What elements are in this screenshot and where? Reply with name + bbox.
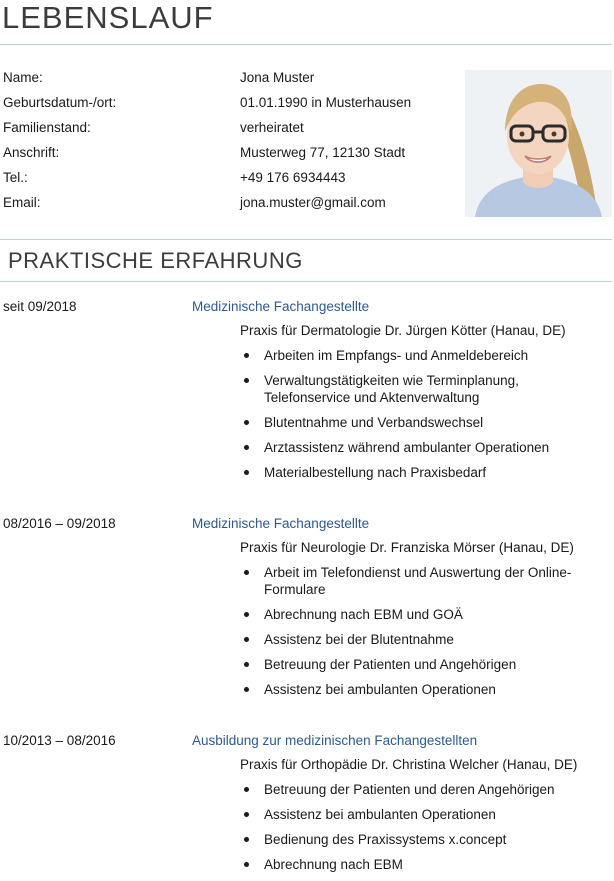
info-row-phone xyxy=(3,170,453,190)
profile-photo xyxy=(465,70,612,217)
section-title: PRAKTISCHE ERFAHRUNG xyxy=(8,248,303,273)
job-date: 10/2013 – 08/2016 xyxy=(3,733,116,748)
info-row-address xyxy=(3,145,453,165)
info-value: +49 176 6934443 xyxy=(240,170,346,185)
info-value: 01.01.1990 in Musterhausen xyxy=(240,95,412,110)
info-label: Email: xyxy=(3,195,41,210)
job-date: 08/2016 – 09/2018 xyxy=(3,516,116,531)
job-title: Medizinische Fachangestellte xyxy=(192,516,370,531)
info-value: jona.muster@gmail.com xyxy=(240,195,386,210)
bullet-item: Arbeiten im Empfangs- und Anmeldebereich xyxy=(244,347,584,364)
portrait-illustration xyxy=(465,70,612,217)
divider xyxy=(0,239,612,240)
info-label: Tel.: xyxy=(3,170,28,185)
bullet-item: Arztassistenz während ambulanter Operationen xyxy=(244,439,584,456)
info-label: Familienstand: xyxy=(3,120,91,135)
job-employer: Praxis für Neurologie Dr. Franziska Mörser (Hanau, DE) xyxy=(240,540,574,555)
info-label: Anschrift: xyxy=(3,145,60,160)
info-row-birth xyxy=(3,95,453,115)
info-value: Jona Muster xyxy=(240,70,315,85)
bullet-item: Assistenz bei ambulanten Operationen xyxy=(244,681,584,698)
bullet-item: Betreuung der Patienten und Angehörigen xyxy=(244,656,584,673)
page-title: LEBENSLAUF xyxy=(2,0,214,35)
bullet-item: Assistenz bei der Blutentnahme xyxy=(244,631,584,648)
divider xyxy=(0,44,612,45)
bullet-item: Blutentnahme und Verbandswechsel xyxy=(244,414,584,431)
info-row-status xyxy=(3,120,453,140)
info-row-name xyxy=(3,70,453,90)
bullet-item: Abrechnung nach EBM xyxy=(244,856,584,873)
job-employer: Praxis für Orthopädie Dr. Christina Welcher (Hanau, DE) xyxy=(240,757,578,772)
bullet-item: Betreuung der Patienten und deren Angehörigen xyxy=(244,781,584,798)
job-bullets xyxy=(244,347,584,489)
bullet-item: Verwaltungstätigkeiten wie Terminplanung, Telefonservice und Aktenverwaltung xyxy=(244,372,584,406)
divider xyxy=(0,281,612,282)
info-label: Geburtsdatum-/ort: xyxy=(3,95,117,110)
bullet-item: Materialbestellung nach Praxisbedarf xyxy=(244,464,584,481)
bullet-item: Abrechnung nach EBM und GOÄ xyxy=(244,606,584,623)
job-employer: Praxis für Dermatologie Dr. Jürgen Kötter (Hanau, DE) xyxy=(240,323,566,338)
bullet-item: Bedienung des Praxissystems x.concept xyxy=(244,831,584,848)
bullet-item: Assistenz bei ambulanten Operationen xyxy=(244,806,584,823)
info-row-email xyxy=(3,195,453,215)
job-date: seit 09/2018 xyxy=(3,299,77,314)
job-title: Ausbildung zur medizinischen Fachangestellten xyxy=(192,733,478,748)
info-value: Musterweg 77, 12130 Stadt xyxy=(240,145,406,160)
bullet-item: Arbeit im Telefondienst und Auswertung der Online-Formulare xyxy=(244,564,584,598)
job-title: Medizinische Fachangestellte xyxy=(192,299,370,314)
job-bullets xyxy=(244,781,584,881)
info-value: verheiratet xyxy=(240,120,304,135)
job-bullets xyxy=(244,564,584,706)
info-label: Name: xyxy=(3,70,43,85)
